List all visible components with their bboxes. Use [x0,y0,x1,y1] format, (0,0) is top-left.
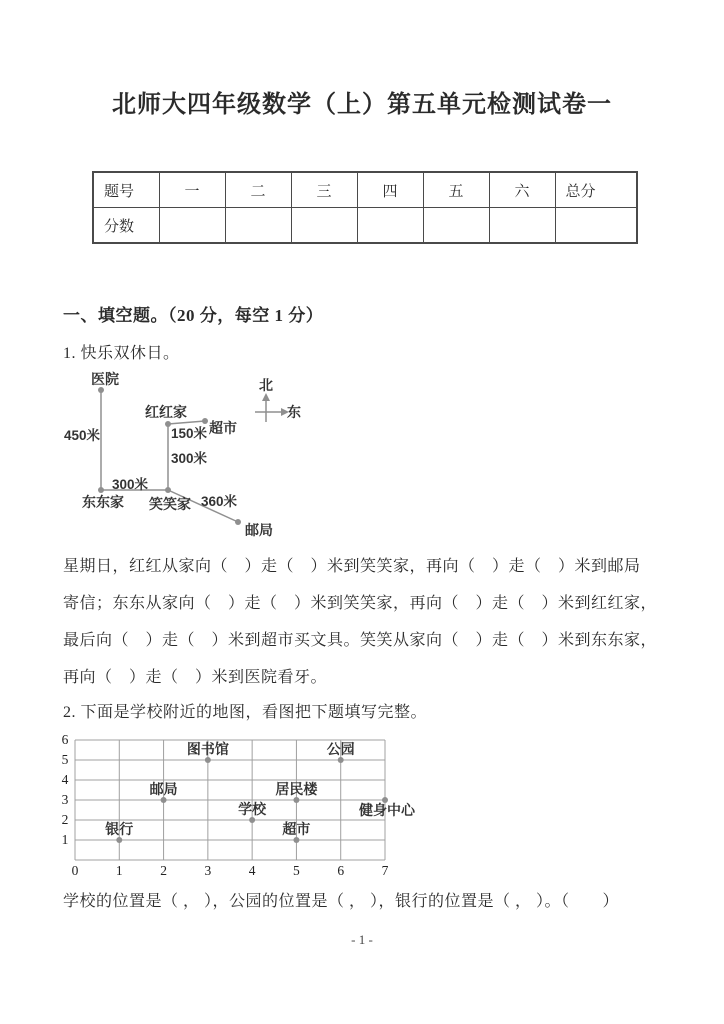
q1-text-line-3: 最后向（ ）走（ ）米到超市买文具。笑笑从家向（ ）走（ ）米到东东家， [63,632,658,649]
y-tick-2: 2 [61,812,69,827]
x-tick-5: 5 [293,863,300,878]
place-label-dongdong-home: 东东家 [82,494,124,510]
grid-label-library: 图书馆 [186,741,229,757]
q1-text-line-4: 再向（ ）走（ ）米到医院看牙。 [63,669,328,686]
y-tick-1: 1 [61,832,69,847]
page-title: 北师大四年级数学（上）第五单元检测试卷一 [112,92,612,118]
compass-icon [255,393,289,422]
place-label-post-office: 邮局 [245,522,273,538]
score-table-col-2: 二 [225,172,291,208]
score-cell-total [555,208,637,244]
score-row-label: 分数 [93,208,159,244]
q2-answer-line: 学校的位置是（ ， ），公园的位置是（ ， ），银行的位置是（ ， ）。（ ） [63,893,620,910]
place-label-supermarket: 超市 [209,420,237,436]
score-table-col-total: 总分 [555,172,637,208]
route-diagram [55,370,355,545]
score-table-header-label: 题号 [93,172,159,208]
distance-label-450m: 450米 [63,428,101,443]
grid-label-residential: 居民楼 [275,781,318,797]
score-table-col-5: 五 [423,172,489,208]
score-cell-2 [225,208,291,244]
q1-text-line-1: 星期日，红红从家向（ ）走（ ）米到笑笑家，再向（ ）走（ ）米到邮局 [63,558,641,575]
score-table-col-4: 四 [357,172,423,208]
x-tick-6: 6 [337,863,345,878]
score-cell-1 [159,208,225,244]
compass-east-label: 东 [287,404,301,420]
distance-label-300m-horizontal: 300米 [111,477,149,492]
score-cell-6 [489,208,555,244]
question-2-label: 2. 下面是学校附近的地图，看图把下题填写完整。 [63,704,428,721]
score-cell-5 [423,208,489,244]
score-cell-4 [357,208,423,244]
y-tick-4: 4 [61,772,69,787]
x-tick-0: 0 [71,863,79,878]
grid-label-park: 公园 [326,741,355,757]
place-label-xiaoxiao-home: 笑笑家 [149,496,191,512]
section-one-heading: 一、填空题。（20 分，每空 1 分） [63,306,324,325]
grid-label-fitness-center: 健身中心 [359,802,415,818]
score-table-col-1: 一 [159,172,225,208]
x-tick-4: 4 [248,863,256,878]
score-table-col-6: 六 [489,172,555,208]
question-1-label: 1. 快乐双休日。 [63,345,180,362]
score-table-score-row [93,208,637,244]
place-label-honghong-home: 红红家 [145,404,187,420]
place-label-hospital: 医院 [91,371,119,387]
y-tick-6: 6 [61,732,69,747]
score-table [92,171,638,244]
page-number: - 1 - [351,932,373,947]
q1-text-line-2: 寄信；东东从家向（ ）走（ ）米到笑笑家，再向（ ）走（ ）米到红红家， [63,595,658,612]
score-cell-3 [291,208,357,244]
grid-label-supermarket: 超市 [282,821,311,837]
grid-label-school: 学校 [238,801,267,817]
distance-label-300m-vertical: 300米 [170,451,208,466]
x-tick-7: 7 [381,863,389,878]
score-table-header-row [93,172,637,208]
y-tick-3: 3 [61,792,69,807]
compass-north-label: 北 [259,377,273,393]
score-table-col-3: 三 [291,172,357,208]
coordinate-grid-map [55,733,445,883]
x-tick-1: 1 [115,863,123,878]
x-tick-3: 3 [204,863,212,878]
grid-label-bank: 银行 [105,821,134,837]
x-tick-2: 2 [160,863,167,878]
distance-label-150m: 150米 [170,426,208,441]
grid-label-post-office: 邮局 [149,781,178,797]
distance-label-360m: 360米 [200,494,238,509]
y-tick-5: 5 [61,752,69,767]
